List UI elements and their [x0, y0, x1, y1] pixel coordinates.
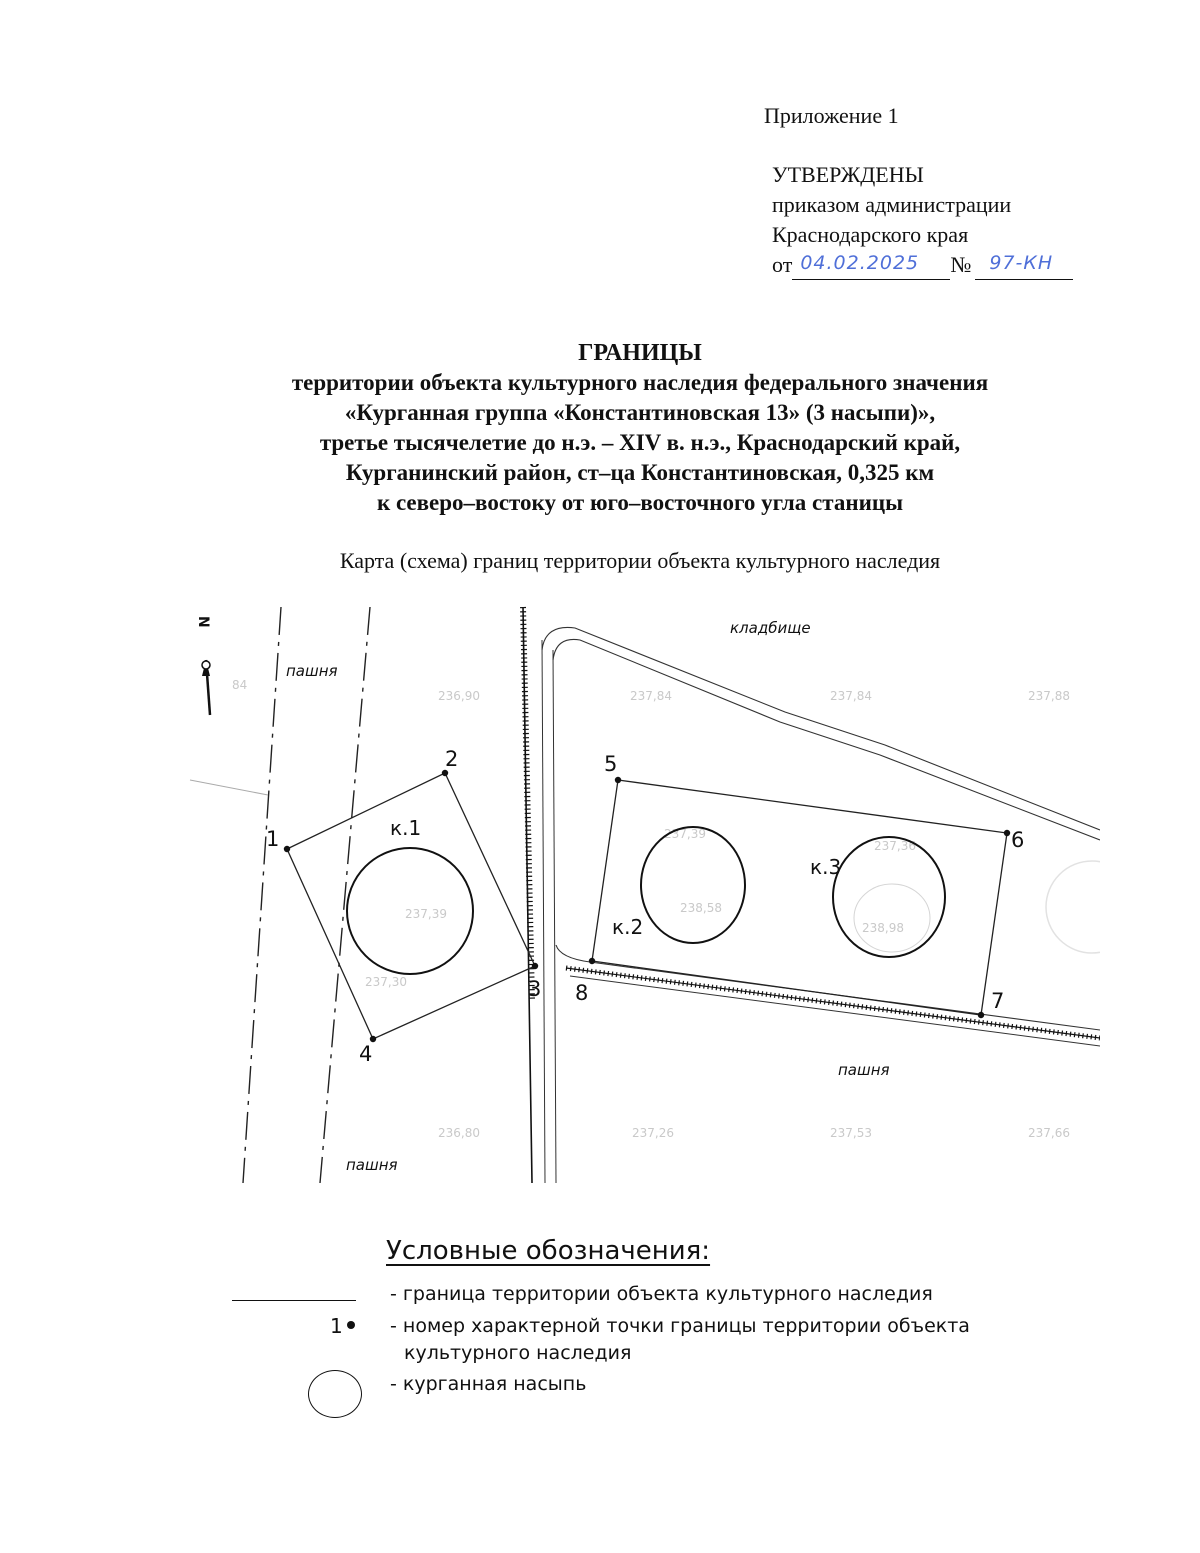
boundary-point-marker: [589, 958, 595, 964]
point-label-7: 7: [991, 989, 1005, 1013]
mound-label-3: к.3: [810, 855, 842, 879]
boundary-point-marker: [284, 846, 290, 852]
field-label-bottom-left: пашня: [346, 1156, 398, 1174]
boundary-polygon-1: [287, 773, 535, 1039]
elevation-label: 237,39: [405, 907, 447, 921]
cemetery-road-outer: [542, 627, 1100, 830]
field-label-bottom-right: пашня: [838, 1061, 890, 1079]
elevation-label: 237,53: [830, 1126, 872, 1140]
boundary-point-marker: [615, 777, 621, 783]
title-main: ГРАНИЦЫ: [578, 340, 702, 366]
handwritten-date: 04.02.2025: [800, 252, 920, 274]
cemetery-road-inner: [553, 639, 1100, 840]
mound-label-2: к.2: [612, 915, 644, 939]
elevation-label: 236,80: [438, 1126, 480, 1140]
point-label-6: 6: [1011, 828, 1025, 852]
mound-3-outline: [833, 837, 945, 957]
elevation-label: 237,26: [632, 1126, 674, 1140]
title-line-4: Курганинский район, ст–ца Константиновская, 0,325 км: [345, 460, 935, 485]
north-arrow-icon: [195, 616, 211, 715]
point-label-8: 8: [575, 981, 589, 1005]
title-line-1: территории объекта культурного наследия федерального значения: [291, 370, 989, 395]
faint-mound-outline: [1046, 861, 1100, 953]
field-boundary-line: [243, 607, 281, 1183]
field-label-top-left: пашня: [286, 662, 338, 680]
title-line-5: к северо–востоку от юго–восточного угла станицы: [376, 490, 904, 515]
approved-heading: УТВЕРЖДЕНЫ: [772, 162, 924, 187]
appendix-label: Приложение 1: [764, 103, 899, 128]
date-signature-line: [792, 253, 950, 280]
document-title: [180, 338, 1100, 518]
bottom-fence-line: [566, 968, 1100, 1038]
boundary-map: [180, 600, 1100, 1190]
title-line-2: «Курганная группа «Константиновская 13» (3 насыпи)»,: [344, 400, 936, 425]
approval-block: [772, 160, 1073, 280]
mound-label-1: к.1: [390, 816, 422, 840]
bottom-road-edge: [556, 945, 1100, 1030]
boundary-point-marker: [1004, 830, 1010, 836]
elevation-label: 237,30: [365, 975, 407, 989]
approved-by-order: приказом администрации: [772, 192, 1012, 217]
legend-point-symbol: [330, 1314, 355, 1338]
point-label-5: 5: [604, 752, 618, 776]
handwritten-number: 97-КН: [989, 252, 1054, 274]
number-signature-line: [975, 253, 1073, 280]
elevation-label: 84: [232, 678, 248, 692]
legend-boundary-line-symbol: [232, 1300, 356, 1301]
point-label-3: 3: [528, 977, 542, 1001]
elevation-label: 237,84: [830, 689, 872, 703]
elevation-label: 236,90: [438, 689, 480, 703]
legend-title: Условные обозначения:: [386, 1236, 711, 1266]
elevation-label: 238,98: [862, 921, 904, 935]
elevation-label: 237,66: [1028, 1126, 1070, 1140]
legend-point-text-1: - номер характерной точки границы территории объекта: [390, 1315, 970, 1337]
elevation-label: 237,39: [664, 827, 706, 841]
legend-point-number: 1: [330, 1314, 343, 1338]
road-edge-line: [542, 640, 545, 1183]
elevation-label: 238,58: [680, 901, 722, 915]
boundary-points: [284, 770, 1010, 1042]
mound-labels: [390, 816, 841, 939]
boundary-point-marker: [978, 1012, 984, 1018]
legend-point-text-2: культурного наследия: [404, 1342, 632, 1364]
boundary-point-marker: [532, 963, 538, 969]
north-letter: N: [195, 616, 211, 628]
approved-region: Краснодарского края: [772, 222, 969, 247]
point-dot-icon: [347, 1321, 355, 1329]
road-fence-line: [523, 607, 532, 1183]
place-labels: [286, 619, 890, 1174]
bottom-road-edge: [570, 976, 1100, 1046]
legend-mound-text: - курганная насыпь: [390, 1373, 587, 1395]
point-label-4: 4: [359, 1042, 373, 1066]
elevation-label: 237,88: [1028, 689, 1070, 703]
cemetery-label: кладбище: [730, 619, 811, 637]
mound-2-outline: [641, 827, 745, 943]
mound-3-inner-contour: [854, 884, 930, 952]
title-line-3: третье тысячелетие до н.э. – XIV в. н.э., Краснодарский край,: [319, 430, 961, 455]
road-edge-line: [553, 650, 556, 1183]
from-prefix: от: [772, 252, 793, 277]
point-label-2: 2: [445, 747, 459, 771]
map-subtitle: Карта (схема) границ территории объекта культурного наследия: [339, 548, 941, 573]
number-sign: №: [950, 252, 972, 277]
elevation-label: 237,84: [630, 689, 672, 703]
legend-boundary-text: - граница территории объекта культурного наследия: [390, 1283, 933, 1305]
approval-date-number-line: [772, 250, 1073, 280]
point-label-1: 1: [266, 827, 280, 851]
mound-circle-icon: [308, 1370, 362, 1418]
field-edge-line: [190, 780, 268, 795]
elevation-label: 237,36: [874, 839, 916, 853]
